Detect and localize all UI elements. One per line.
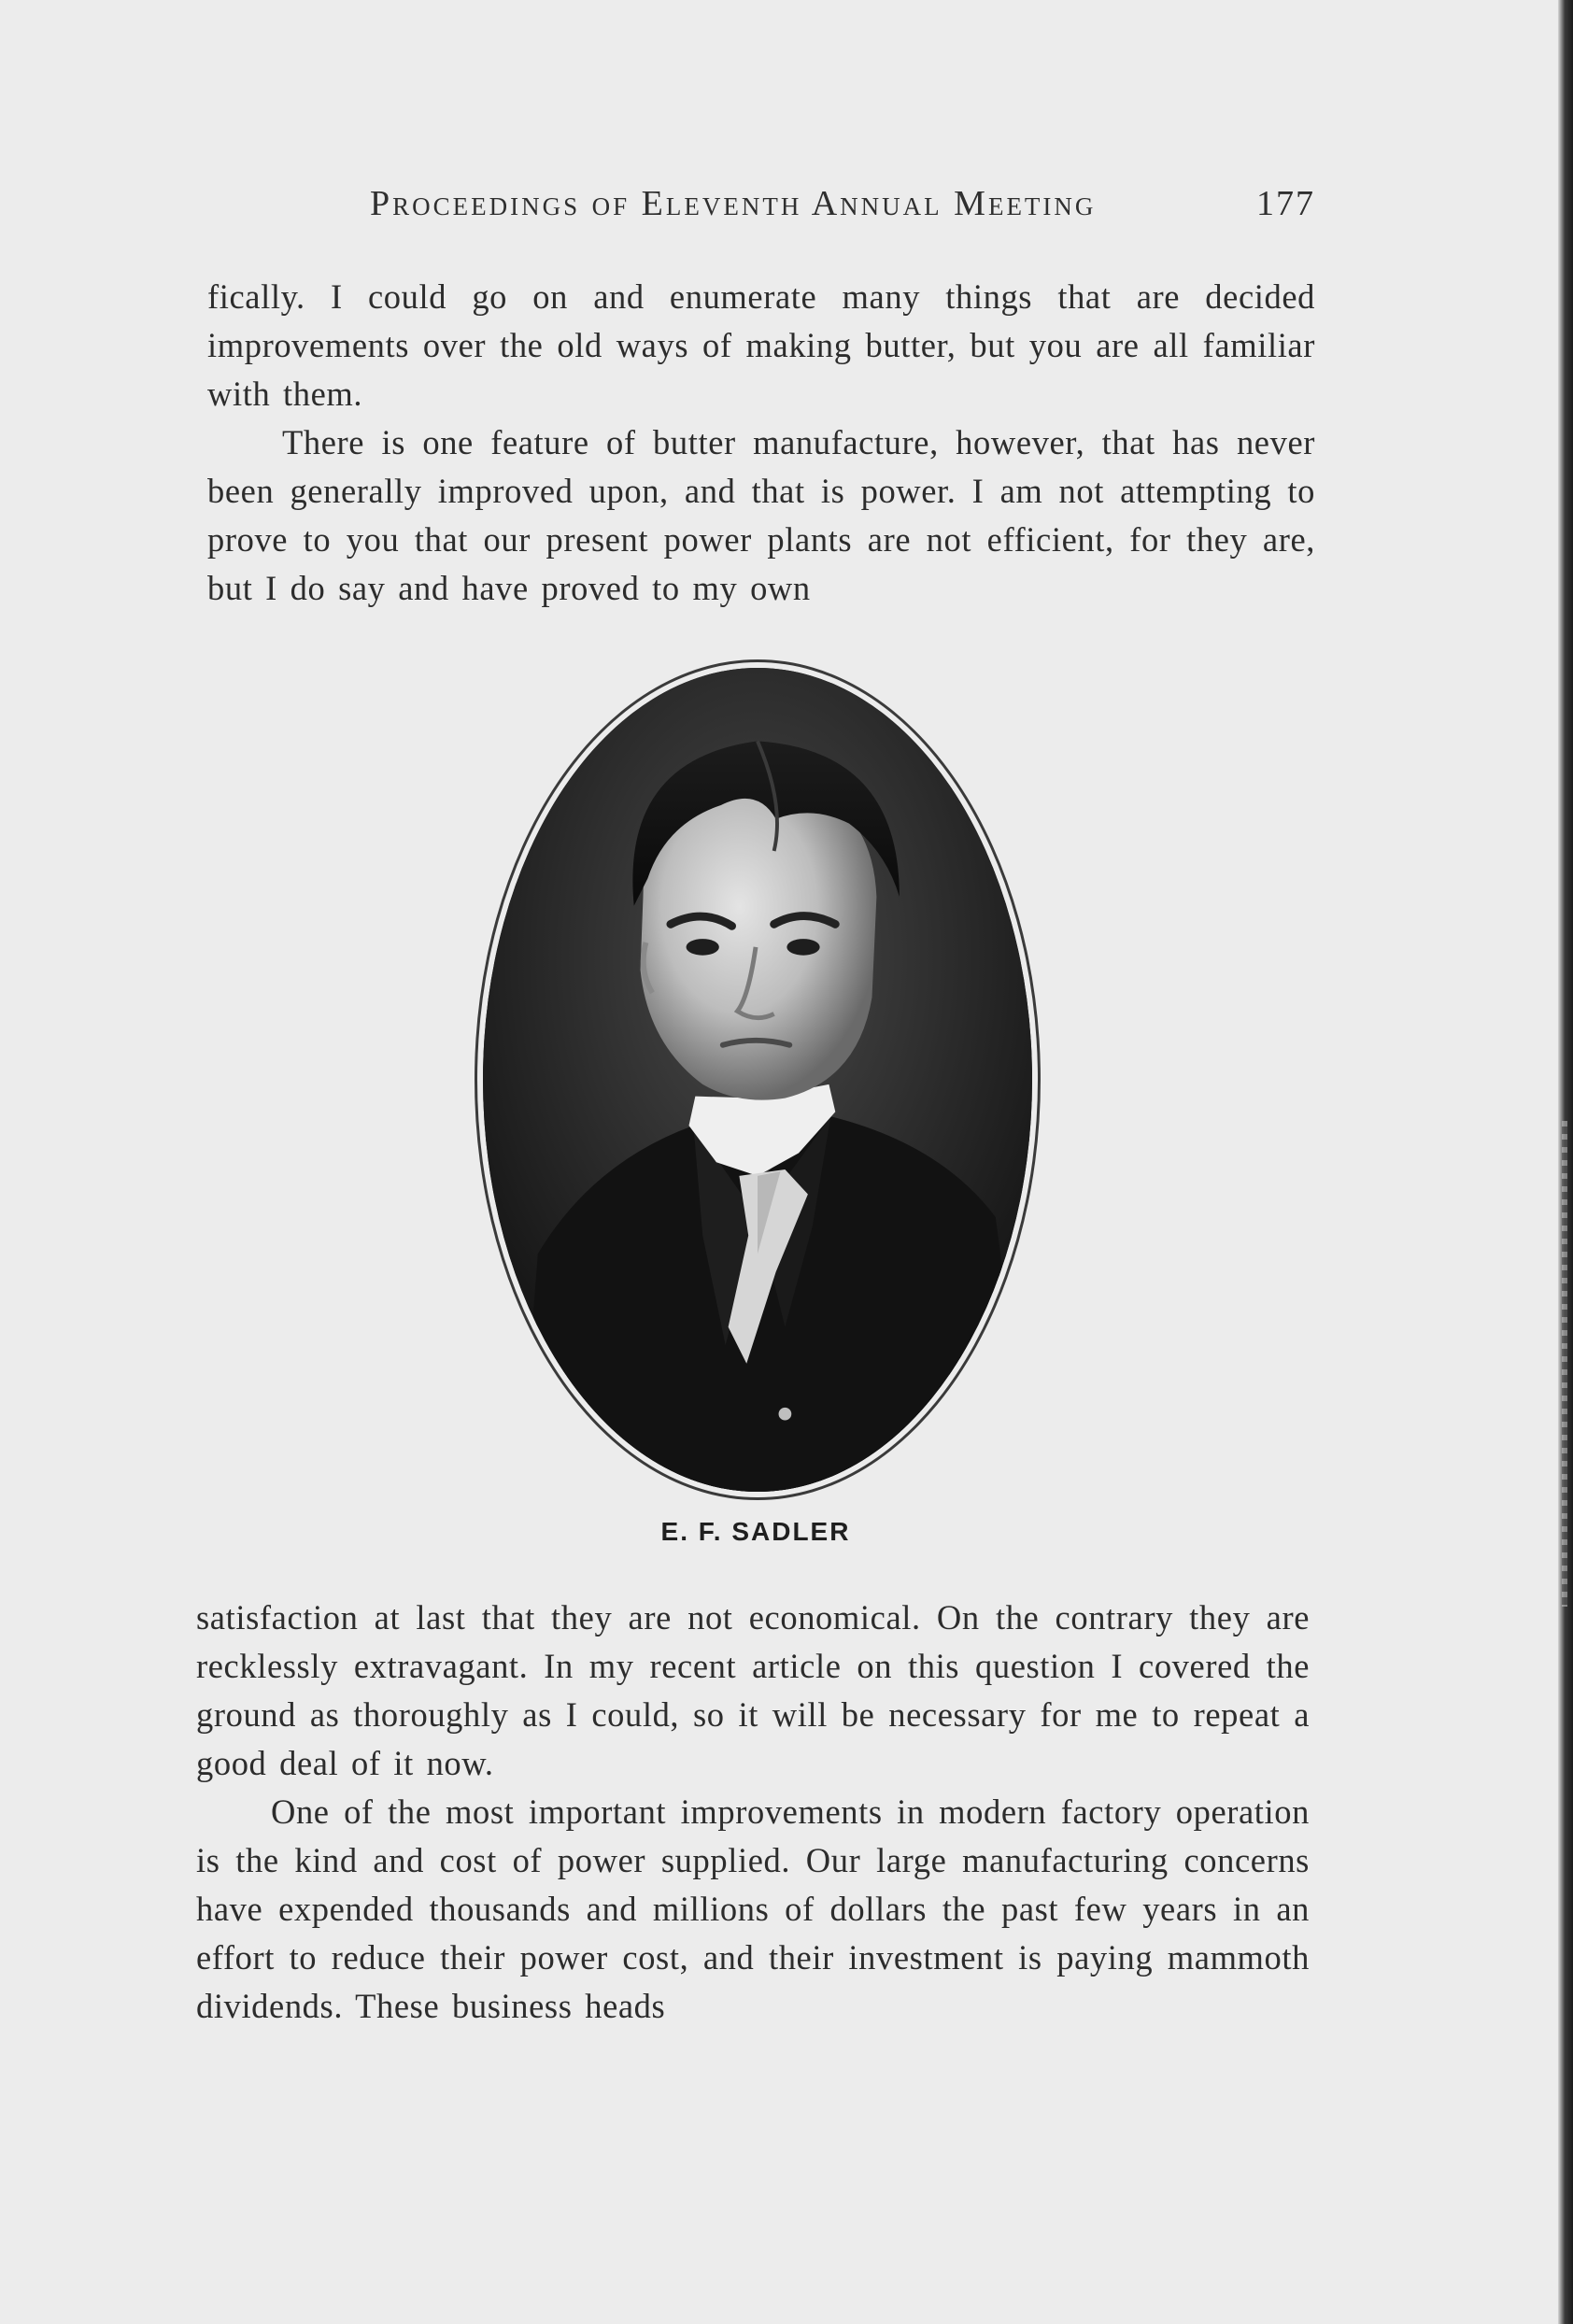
paragraph-power: There is one feature of butter manufacture, however, that has never been generally improved upon, and that is power. I am not attempting to prove to you that our present power plants are not efficient, for they are, but I do say and have proved to my own — [207, 423, 1315, 607]
running-title: Proceedings of Eleventh Annual Meeting — [370, 184, 1097, 223]
paragraph-economy: satisfaction at last that they are not economical. On the contrary they are recklessly extravagant. In my recent article on this question I covered the ground as thoroughly as I could, so it will be necessary for me to repeat a good deal of it now. — [196, 1598, 1310, 1782]
body-text-top — [207, 273, 1315, 613]
page-number: 177 — [1256, 184, 1315, 223]
page-edge-shadow — [1558, 0, 1573, 2324]
paragraph-continuation: fically. I could go on and enumerate many things that are decided improvements over the old ways of making butter, but you are all familiar with them. — [207, 277, 1315, 413]
portrait-photo — [483, 668, 1032, 1492]
paragraph-improvements: One of the most important improvements in modern factory operation is the kind and cost of power supplied. Our large manufacturing concerns have expended thousands and millions of dollars the past few years in an effort to reduce their power cost, and their investment is paying mammoth dividends. These business heads — [196, 1793, 1310, 2025]
page-edge-marks — [1562, 1121, 1567, 1607]
running-head — [370, 183, 1315, 239]
portrait-image — [483, 668, 1032, 1492]
figure-caption: E. F. SADLER — [660, 1517, 851, 1546]
body-text-bottom — [196, 1594, 1310, 2031]
portrait-frame — [475, 659, 1041, 1500]
